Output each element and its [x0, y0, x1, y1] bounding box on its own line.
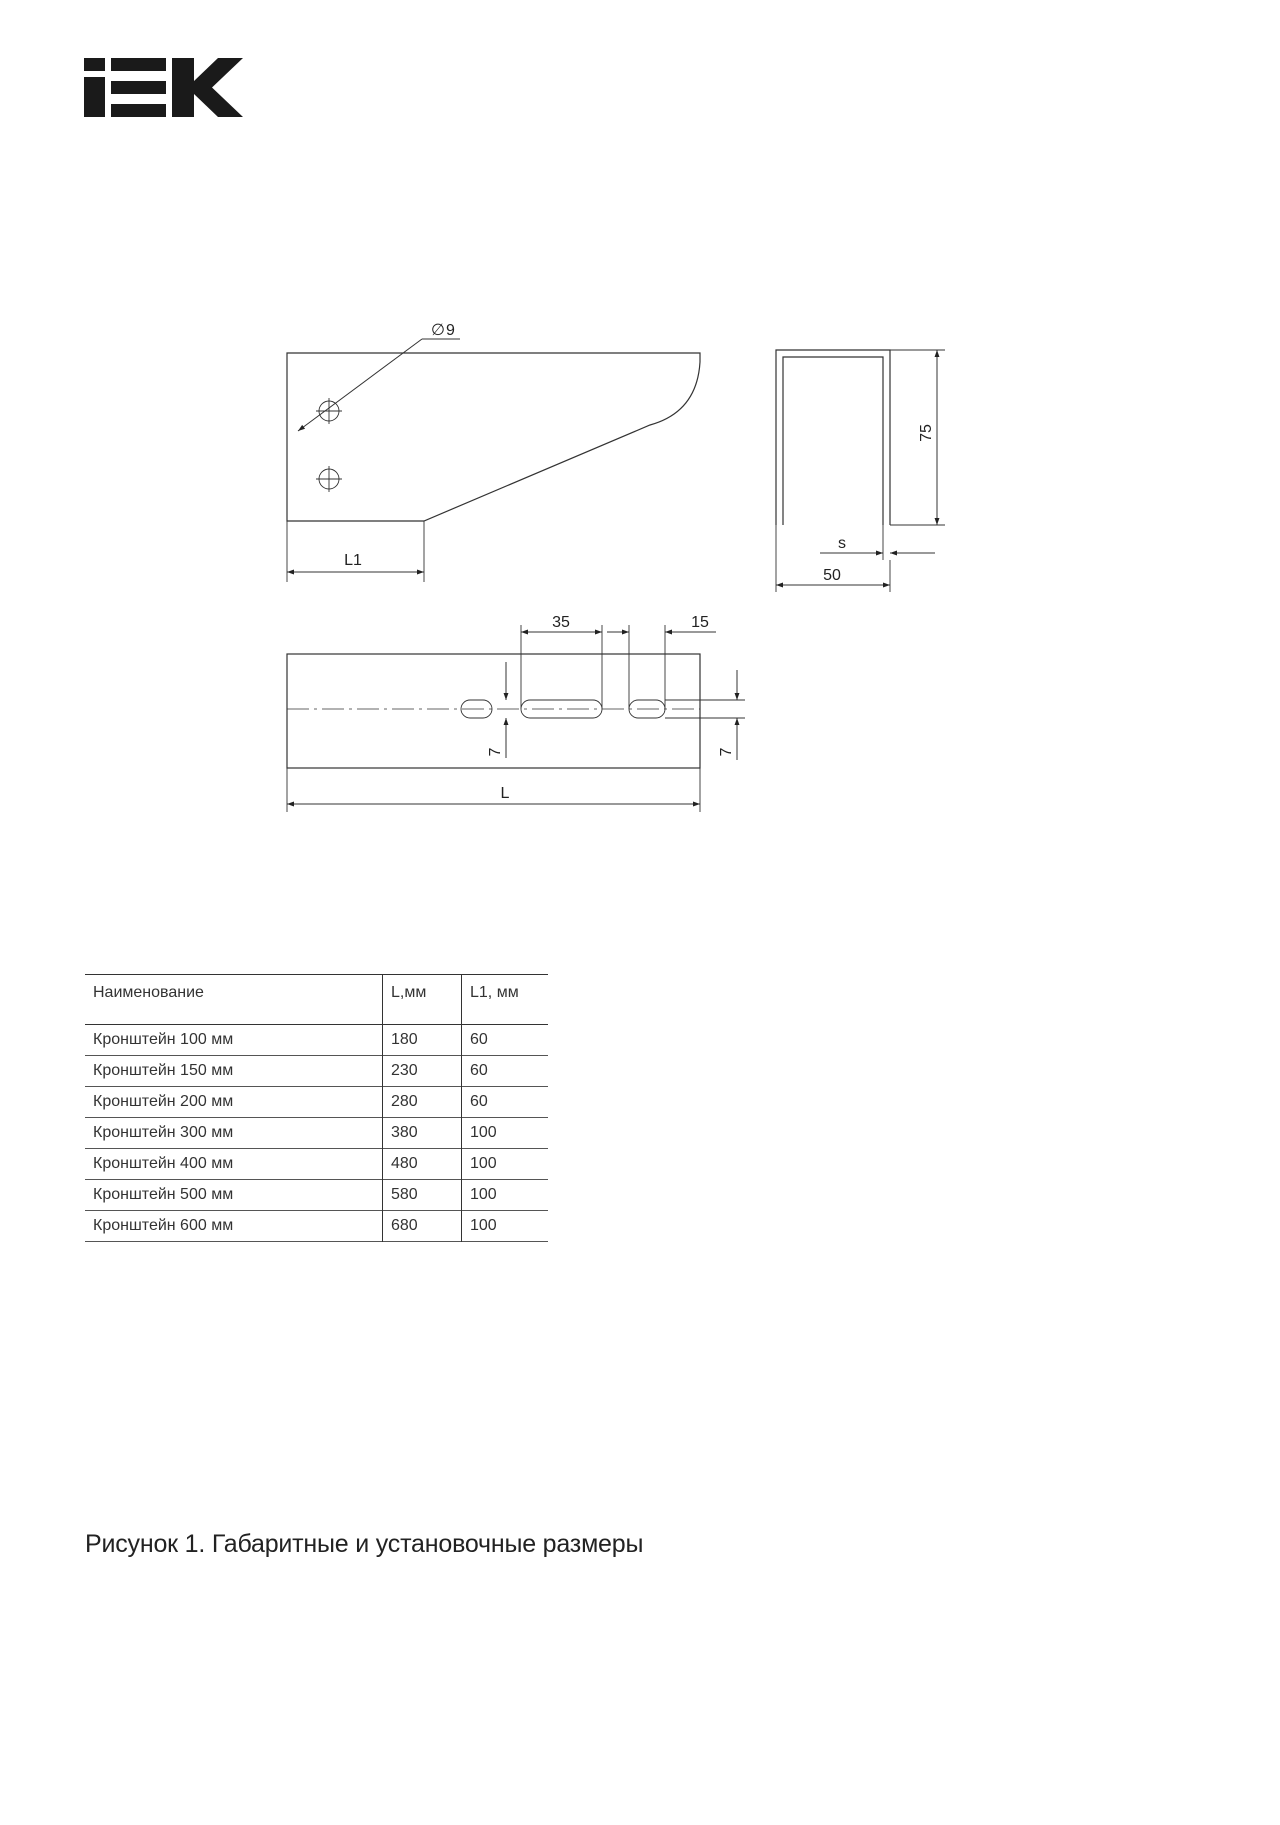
figure-caption: Рисунок 1. Габаритные и установочные размеры [85, 1530, 644, 1558]
cell-name: Кронштейн 300 мм [93, 1124, 234, 1141]
header-name: Наименование [93, 984, 204, 1001]
slot-offset-right-label: 7 [718, 747, 735, 757]
table-row [85, 1056, 548, 1087]
cell-l1: 100 [462, 1149, 549, 1180]
l1-label: L1 [344, 552, 362, 569]
cell-l: 680 [383, 1211, 462, 1242]
table-row [85, 1087, 548, 1118]
table-row [85, 1118, 548, 1149]
header-l: L,мм [383, 975, 462, 1025]
length-label: L [500, 785, 510, 802]
table-row [85, 1025, 548, 1056]
thickness-label: s [838, 535, 846, 552]
cell-l1: 60 [462, 1025, 549, 1056]
diameter-label: 9 [446, 322, 455, 339]
cell-l: 480 [383, 1149, 462, 1180]
cell-l: 280 [383, 1087, 462, 1118]
cell-l: 380 [383, 1118, 462, 1149]
cell-name: Кронштейн 400 мм [93, 1155, 234, 1172]
cell-l: 180 [383, 1025, 462, 1056]
cell-name: Кронштейн 200 мм [93, 1093, 234, 1110]
width-label: 50 [823, 567, 841, 584]
cell-l1: 100 [462, 1180, 549, 1211]
table-header-row [85, 975, 548, 1025]
slot-length-label: 35 [552, 614, 570, 631]
height-label: 75 [918, 424, 935, 442]
side-view [287, 322, 700, 582]
cell-name: Кронштейн 500 мм [93, 1186, 234, 1203]
slot-gap-label: 15 [691, 614, 709, 631]
cell-name: Кронштейн 600 мм [93, 1217, 234, 1234]
front-view [776, 350, 945, 592]
cell-name: Кронштейн 150 мм [93, 1062, 234, 1079]
top-view [287, 614, 745, 812]
table-row [85, 1211, 548, 1242]
dimensions-table [85, 974, 548, 1242]
cell-l1: 60 [462, 1087, 549, 1118]
header-l1: L1, мм [462, 975, 549, 1025]
technical-drawing [0, 0, 1280, 900]
cell-l1: 100 [462, 1211, 549, 1242]
cell-l1: 100 [462, 1118, 549, 1149]
diameter-symbol: ∅ [431, 322, 445, 339]
table-row [85, 1149, 548, 1180]
cell-l: 230 [383, 1056, 462, 1087]
cell-l: 580 [383, 1180, 462, 1211]
cell-l1: 60 [462, 1056, 549, 1087]
table-row [85, 1180, 548, 1211]
cell-name: Кронштейн 100 мм [93, 1031, 234, 1048]
slot-offset-left-label: 7 [487, 747, 504, 757]
